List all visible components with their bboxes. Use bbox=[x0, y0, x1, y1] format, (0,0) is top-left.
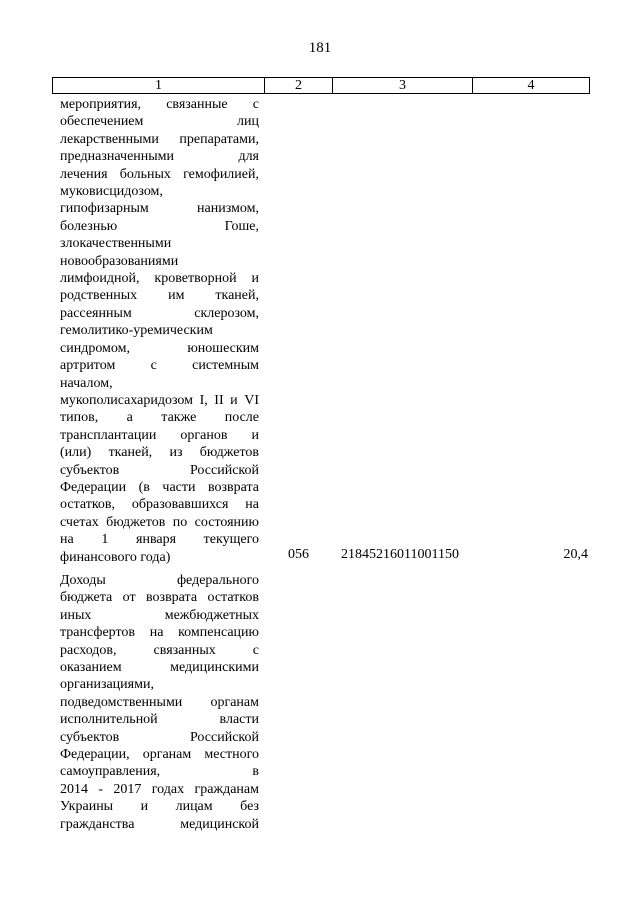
column-header-4: 4 bbox=[527, 78, 535, 93]
description-line: лечения больных гемофилией, bbox=[60, 166, 259, 182]
table-header-row bbox=[52, 77, 590, 94]
description-line: организациями, bbox=[60, 677, 154, 693]
description-line: на 1 января текущего bbox=[60, 532, 259, 548]
description-line: трансплантации органов и bbox=[60, 427, 259, 443]
description-line: Доходы федерального bbox=[60, 573, 259, 588]
description-line: субъектов Российской bbox=[60, 462, 259, 478]
description-line: иных межбюджетных bbox=[60, 607, 259, 623]
description-line: финансового года) bbox=[60, 549, 171, 565]
description-line: подведомственными органам bbox=[60, 694, 259, 710]
description-line: гражданства медицинской bbox=[60, 816, 259, 832]
description-line: муковисцидозом, bbox=[60, 184, 163, 200]
description-line: злокачественными bbox=[60, 236, 172, 252]
row-1-amount: 20,4 bbox=[563, 547, 588, 562]
description-line: трансфертов на компенсацию bbox=[60, 625, 259, 641]
description-line: 2014 - 2017 годах гражданам bbox=[60, 781, 259, 797]
description-line: счетах бюджетов по состоянию bbox=[60, 514, 259, 530]
row-1-description bbox=[60, 96, 259, 566]
description-line: исполнительной власти bbox=[60, 712, 259, 728]
description-line: (или) тканей, из бюджетов bbox=[60, 445, 259, 461]
description-line: лимфоидной, кроветворной и bbox=[60, 271, 259, 287]
description-line: лекарственными препаратами, bbox=[60, 131, 259, 147]
description-line: мероприятия, связанные с bbox=[60, 97, 259, 112]
description-line: болезнью Гоше, bbox=[60, 218, 259, 234]
description-line: рассеянным склерозом, bbox=[60, 305, 259, 321]
description-line: артритом с системным bbox=[60, 358, 259, 374]
row-2-description bbox=[60, 572, 259, 833]
description-line: Федерации (в части возврата bbox=[60, 479, 259, 495]
description-line: началом, bbox=[60, 375, 113, 391]
description-line: остатков, образовавшихся на bbox=[60, 497, 259, 513]
column-header-3: 3 bbox=[333, 78, 473, 93]
column-header-2: 2 bbox=[265, 78, 333, 93]
description-line: новообразованиями bbox=[60, 253, 179, 269]
description-line: Украины и лицам без bbox=[60, 799, 259, 815]
description-line: обеспечением лиц bbox=[60, 114, 259, 130]
row-1-kbk-code: 21845216011001150 bbox=[341, 547, 459, 562]
description-line: синдромом, юношеским bbox=[60, 340, 259, 356]
description-line: гемолитико-уремическим bbox=[60, 323, 213, 339]
description-line: Федерации, органам местного bbox=[60, 747, 259, 763]
description-line: предназначенными для bbox=[60, 149, 259, 165]
description-line: расходов, связанных с bbox=[60, 642, 259, 658]
description-line: самоуправления, в bbox=[60, 764, 259, 780]
column-header-1: 1 bbox=[53, 78, 265, 93]
description-line: родственных им тканей, bbox=[60, 288, 259, 304]
description-line: гипофизарным нанизмом, bbox=[60, 201, 259, 217]
description-line: оказанием медицинскими bbox=[60, 660, 259, 676]
row-1-admin-code: 056 bbox=[288, 547, 309, 562]
description-line: субъектов Российской bbox=[60, 729, 259, 745]
page-number: 181 bbox=[308, 40, 332, 56]
description-line: типов, а также после bbox=[60, 410, 259, 426]
description-line: мукополисахаридозом I, II и VI bbox=[60, 392, 259, 408]
description-line: бюджета от возврата остатков bbox=[60, 590, 259, 606]
